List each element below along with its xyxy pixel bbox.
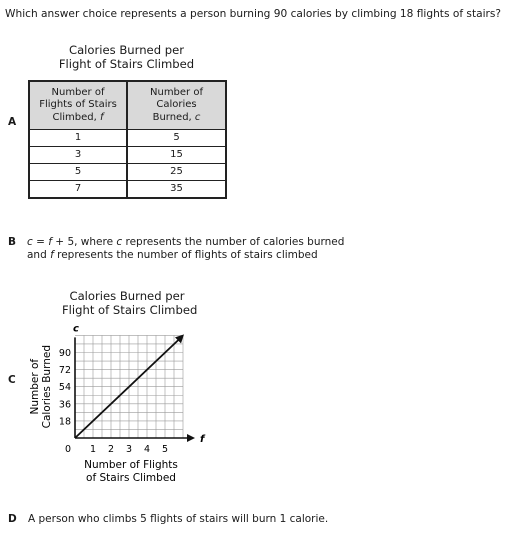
cell-flights: 5: [29, 164, 127, 181]
y-axis-variable: c: [73, 323, 79, 335]
y-tick-label: 36: [58, 399, 71, 411]
cell-flights: 1: [29, 130, 127, 147]
x-tick-label: 5: [161, 444, 169, 455]
plus-five: + 5, where: [51, 236, 117, 248]
question-text: Which answer choice represents a person burning 90 calories by climbing 18 flights of stairs?: [5, 8, 502, 20]
choice-c-letter[interactable]: C: [8, 374, 16, 386]
cell-flights: 7: [29, 181, 127, 199]
x-axis-label-line1: Number of Flights: [84, 459, 178, 471]
y-tick-label: 54: [58, 382, 71, 394]
line1-end: represents the number of calories burned: [122, 236, 345, 248]
series-line: [75, 339, 179, 438]
header-flights: [29, 81, 127, 130]
cell-calories: 25: [127, 164, 226, 181]
table-title-line1: Calories Burned per: [68, 43, 184, 57]
header-calories-l1: Number of: [150, 86, 203, 98]
choice-a-letter[interactable]: A: [8, 116, 17, 128]
choice-d-text: A person who climbs 5 flights of stairs will burn 1 calorie.: [28, 513, 329, 525]
header-calories-l2: Calories: [156, 99, 197, 111]
header-flights-l3: Climbed, f: [52, 111, 104, 123]
origin-label: 0: [64, 444, 72, 455]
calories-table: [28, 80, 227, 199]
cell-calories: 5: [127, 130, 226, 147]
x-tick-label: 3: [125, 444, 133, 455]
y-axis-label-line2: Calories Burned: [41, 345, 53, 429]
x-axis-label-line2: of Stairs Climbed: [86, 472, 176, 484]
x-tick-label: 1: [89, 444, 97, 455]
header-flights-l1: Number of: [51, 86, 105, 98]
var-c: c: [27, 236, 33, 248]
tick-labels: [41, 345, 178, 484]
cell-calories: 15: [127, 147, 226, 164]
graph-title-line2: Flight of Stairs Climbed: [62, 302, 198, 317]
table-row: [29, 130, 226, 147]
header-calories-l3: Burned, c: [152, 111, 201, 123]
table-title-line2: Flight of Stairs Climbed: [58, 56, 195, 71]
table-title: [28, 44, 225, 71]
table-row: [29, 181, 226, 199]
table-header-row: [29, 81, 226, 130]
x-axis-variable: f: [200, 434, 205, 445]
choice-d-letter[interactable]: D: [8, 513, 17, 525]
table-row: [29, 147, 226, 164]
data-series: [75, 334, 184, 438]
y-axis-label-line1: Number of: [29, 358, 41, 415]
y-tick-label: 90: [58, 348, 71, 359]
calories-graph: [20, 312, 210, 487]
var-f2: f: [50, 249, 54, 261]
header-flights-l2: Flights of Stairs: [39, 99, 117, 111]
graph-title-line1: Calories Burned per: [69, 289, 185, 303]
line2-end: represents the number of flights of stairs climbed: [53, 249, 318, 261]
choice-b-letter[interactable]: B: [8, 236, 17, 248]
choice-b-text: [27, 236, 344, 262]
cell-flights: 3: [29, 147, 127, 164]
equals: =: [32, 236, 49, 248]
x-tick-label: 4: [143, 444, 151, 455]
table-row: [29, 164, 226, 181]
var-c2: c: [116, 236, 123, 248]
x-tick-label: 2: [107, 444, 115, 455]
x-axis-arrow: [187, 434, 195, 442]
cell-calories: 35: [127, 181, 226, 199]
y-tick-label: 72: [58, 365, 71, 377]
header-calories: [127, 81, 226, 130]
var-f: f: [48, 236, 52, 248]
y-tick-label: 18: [58, 416, 71, 428]
line2-pre: and: [27, 249, 51, 261]
